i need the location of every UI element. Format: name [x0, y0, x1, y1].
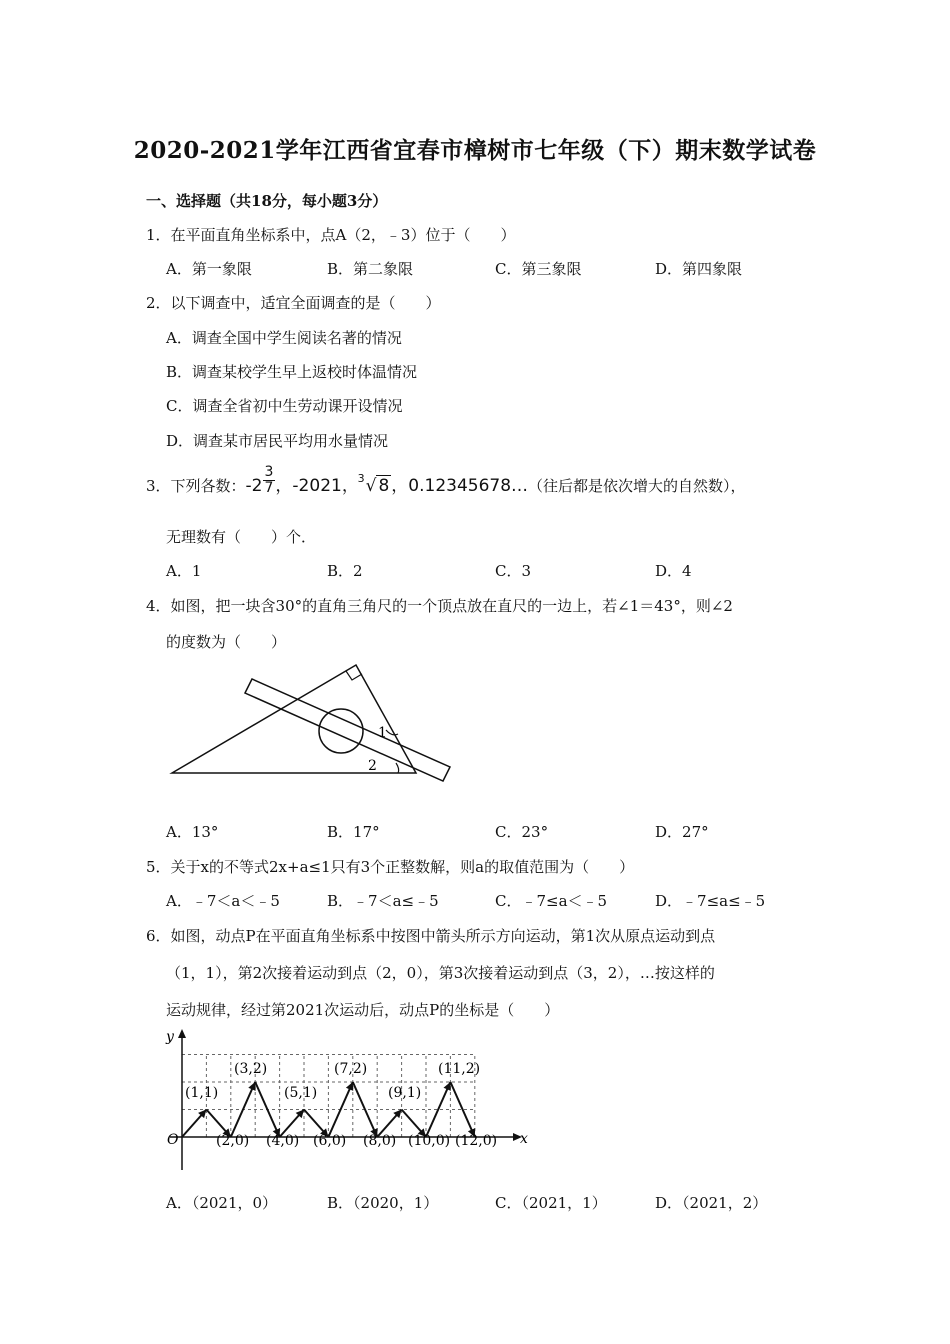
q2-option-d[interactable]: D．调查某市居民平均用水量情况 — [166, 432, 389, 450]
question-6-stem-3: 运动规律，经过第2021次运动后，动点P的坐标是（ ） — [166, 1001, 560, 1019]
q3-cube-root: 3 √ 8 — [364, 476, 392, 496]
q6-option-b[interactable]: B．（2020，1） — [327, 1194, 439, 1212]
q3-suffix: （往后都是依次增大的自然数）， — [528, 477, 746, 495]
q4-ruler — [245, 679, 450, 781]
q3-option-a[interactable]: A．1 — [166, 562, 202, 580]
q5-option-b[interactable]: B．﹣7＜a≤﹣5 — [327, 892, 439, 910]
q4-ruler-hole — [319, 709, 363, 753]
q6-origin-label: O — [167, 1132, 179, 1148]
q3-root-radicand: 8 — [378, 476, 390, 496]
q6-coordinate-figure — [160, 1025, 540, 1175]
q6-label-12-0: (12,0) — [455, 1133, 498, 1149]
q5-option-d[interactable]: D．﹣7≤a≤﹣5 — [655, 892, 766, 910]
q6-label-9-1: (9,1) — [388, 1085, 422, 1101]
question-3-line-2: 无理数有（ ）个． — [166, 528, 317, 546]
question-6-stem-1: 6．如图，动点P在平面直角坐标系中按图中箭头所示方向运动，第1次从原点运动到点 — [146, 927, 716, 945]
q6-x-axis-label: x — [520, 1131, 528, 1147]
q6-label-10-0: (10,0) — [408, 1133, 451, 1149]
q4-option-a[interactable]: A．13° — [166, 823, 219, 841]
q3-option-d[interactable]: D．4 — [655, 562, 692, 580]
q2-option-b[interactable]: B．调查某校学生早上返校时体温情况 — [166, 363, 418, 381]
q4-option-b[interactable]: B．17° — [327, 823, 380, 841]
q6-label-4-0: (4,0) — [266, 1133, 300, 1149]
q4-angle-1-label: 1 — [378, 725, 387, 741]
q3-sep-2: ， — [341, 476, 359, 496]
q3-sep-3: ， — [391, 476, 409, 496]
q3-fraction — [263, 465, 276, 496]
q3-option-b[interactable]: B．2 — [327, 562, 363, 580]
q5-option-a[interactable]: A．﹣7＜a＜﹣5 — [166, 892, 280, 910]
section-heading: 一、选择题（共18分，每小题3分） — [146, 192, 388, 210]
question-6-stem-2: （1，1），第2次接着运动到点（2，0），第3次接着运动到点（3，2），…按这样的 — [166, 964, 715, 982]
q6-y-axis-label: y — [166, 1029, 174, 1045]
q6-option-c[interactable]: C．（2021，1） — [495, 1194, 607, 1212]
page-title: 2020-2021学年江西省宜春市樟树市七年级（下）期末数学试卷 — [133, 137, 817, 164]
q5-option-c[interactable]: C．﹣7≤a＜﹣5 — [495, 892, 608, 910]
q6-option-d[interactable]: D．（2021，2） — [655, 1194, 768, 1212]
q3-mixed-whole: -2 — [245, 476, 263, 496]
q6-label-3-2: (3,2) — [234, 1061, 268, 1077]
q6-label-2-0: (2,0) — [216, 1133, 250, 1149]
q4-angle-2-arc — [396, 763, 399, 773]
q3-number-4: 0.12345678… — [408, 476, 529, 496]
q6-label-8-0: (8,0) — [363, 1133, 397, 1149]
q4-option-c[interactable]: C．23° — [495, 823, 549, 841]
q6-label-5-1: (5,1) — [284, 1085, 318, 1101]
question-4-stem-2: 的度数为（ ） — [166, 633, 287, 651]
q6-y-axis-arrow — [178, 1029, 186, 1038]
q3-sep-1: ， — [275, 476, 293, 496]
q6-label-6-0: (6,0) — [313, 1133, 347, 1149]
question-3-stem — [146, 463, 746, 496]
q3-option-c[interactable]: C．3 — [495, 562, 532, 580]
q6-path-segment — [231, 1082, 255, 1137]
q4-triangle-ruler-figure — [160, 655, 460, 790]
q4-angle-2-label: 2 — [368, 758, 377, 774]
q4-triangle — [172, 665, 416, 773]
question-1-stem: 1．在平面直角坐标系中，点A（2，﹣3）位于（ ） — [146, 226, 516, 244]
q6-label-11-2: (11,2) — [438, 1061, 481, 1077]
question-4-stem-1: 4．如图，把一块含30°的直角三角尺的一个顶点放在直尺的一边上，若∠1＝43°，则∠2 — [146, 597, 733, 615]
q3-prefix: 3．下列各数： — [146, 477, 246, 495]
q1-option-d[interactable]: D．第四象限 — [655, 260, 743, 278]
q2-option-a[interactable]: A．调查全国中学生阅读名著的情况 — [166, 329, 402, 347]
q3-fraction-numerator: 3 — [264, 463, 274, 480]
q6-option-a[interactable]: A．（2021，0） — [166, 1194, 278, 1212]
q1-option-c[interactable]: C．第三象限 — [495, 260, 582, 278]
q3-number-2: -2021 — [292, 476, 342, 496]
q1-option-b[interactable]: B．第二象限 — [327, 260, 414, 278]
q4-option-d[interactable]: D．27° — [655, 823, 709, 841]
q1-option-a[interactable]: A．第一象限 — [166, 260, 252, 278]
q2-option-c[interactable]: C．调查全省初中生劳动课开设情况 — [166, 397, 403, 415]
q6-label-7-2: (7,2) — [334, 1061, 368, 1077]
q3-fraction-denominator: 7 — [264, 479, 274, 496]
q6-label-1-1: (1,1) — [185, 1085, 219, 1101]
q6-path-segment — [255, 1082, 279, 1137]
q3-root-index: 3 — [357, 472, 365, 485]
question-5-stem: 5．关于x的不等式2x+a≤1只有3个正整数解，则a的取值范围为（ ） — [146, 858, 635, 876]
question-2-stem: 2．以下调查中，适宜全面调查的是（ ） — [146, 294, 441, 312]
